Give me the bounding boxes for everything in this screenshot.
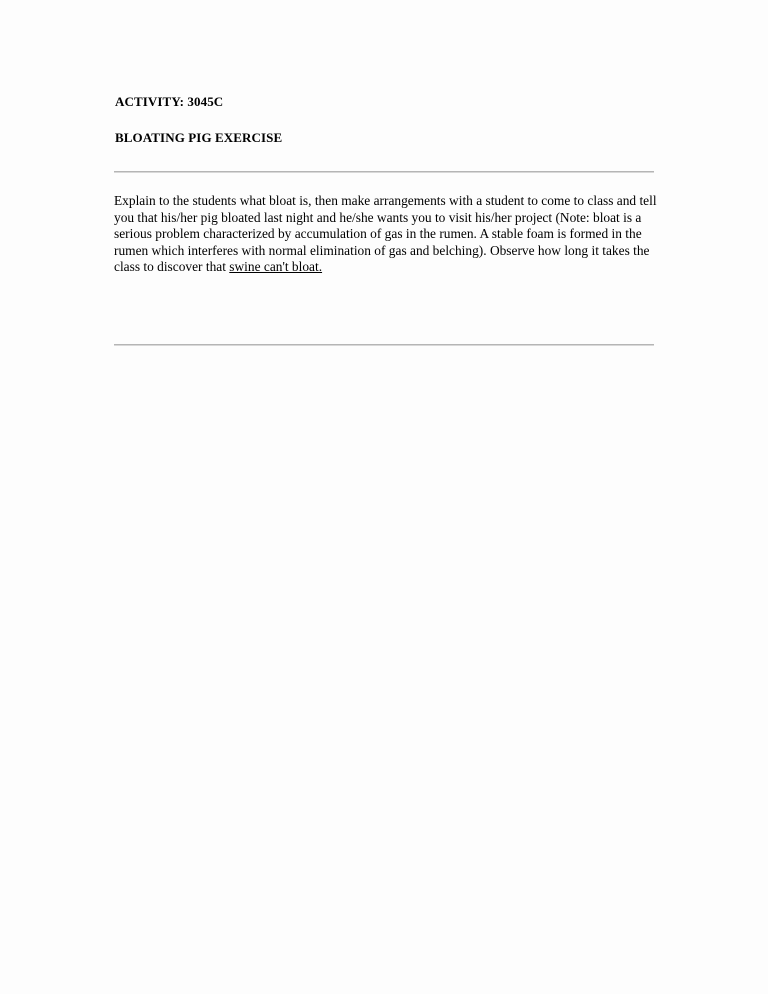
instruction-text: Explain to the students what bloat is, then make arrangements with a student to come to class and tell you that his/her pig bloated last night and he/she wants you to visit his/her project (Note: bloat is a serious problem characterized by accumulation of gas in the rumen. A stable foam is formed in the rumen which interferes with normal elimination of gas and belching). Observe how long it takes the class to discover that	[114, 193, 657, 275]
top-divider	[114, 171, 654, 173]
instruction-paragraph	[114, 193, 659, 276]
bottom-divider	[114, 344, 654, 346]
underlined-conclusion: swine can't bloat.	[229, 259, 323, 275]
document-title: BLOATING PIG EXERCISE	[115, 130, 283, 145]
activity-heading: ACTIVITY: 3045C	[115, 94, 224, 109]
